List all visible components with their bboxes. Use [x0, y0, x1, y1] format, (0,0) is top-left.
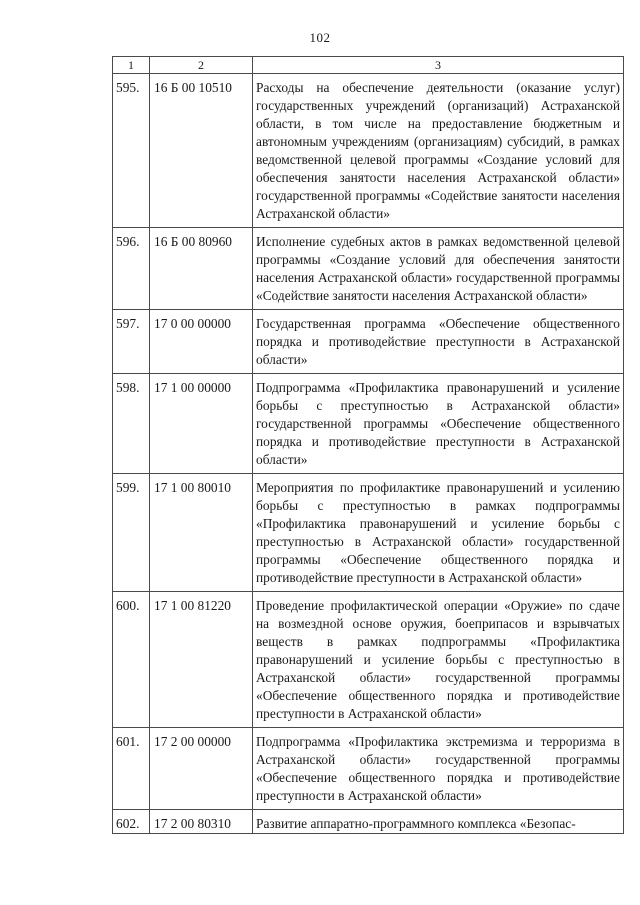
row-description: Подпрограмма «Профилактика правонарушений и усиление борьбы с преступностью в Астраханской области» государственной программы «Обеспечение общественного порядка и противодействие преступности в Астраханской области»: [253, 374, 624, 474]
table-row: [113, 474, 624, 592]
row-number: 599.: [113, 474, 150, 592]
row-description: Развитие аппаратно-программного комплекса «Безопас-: [253, 810, 624, 834]
row-description: Государственная программа «Обеспечение общественного порядка и противодействие преступности в Астраханской области»: [253, 310, 624, 374]
budget-classification-table: [112, 56, 624, 834]
row-number: 596.: [113, 228, 150, 310]
row-description: Подпрограмма «Профилактика экстремизма и терроризма в Астраханской области» государственной программы «Обеспечение общественного порядка и противодействие преступности в Астраханской области»: [253, 728, 624, 810]
row-number: 601.: [113, 728, 150, 810]
page-number: 102: [309, 30, 331, 45]
row-number: 598.: [113, 374, 150, 474]
table-row: [113, 728, 624, 810]
row-number: 595.: [113, 74, 150, 228]
table-header-row: [113, 57, 624, 74]
row-description: Расходы на обеспечение деятельности (оказание услуг) государственных учреждений (организаций) Астраханской области, в том числе на предоставление бюджетным и автономным учреждениям (организациям) субсидий, в рамках ведомственной целевой программы «Создание условий для обеспечения занятости населения Астраханской области» государственной программы «Содействие занятости населения Астраханской области»: [253, 74, 624, 228]
row-code: 17 1 00 81220: [150, 592, 253, 728]
table-row: [113, 374, 624, 474]
row-description: Исполнение судебных актов в рамках ведомственной целевой программы «Создание условий для обеспечения занятости населения Астраханской области» государственной программы «Содействие занятости населения Астраханской области»: [253, 228, 624, 310]
row-code: 17 2 00 80310: [150, 810, 253, 834]
row-description: Мероприятия по профилактике правонарушений и усилению борьбы с преступностью в рамках подпрограммы «Профилактика правонарушений и усиление борьбы с преступностью в Астраханской области» государственной программы «Обеспечение общественного порядка и противодействие преступности в Астраханской области»: [253, 474, 624, 592]
table-row: [113, 228, 624, 310]
column-header-description: 3: [253, 57, 624, 74]
row-code: 17 1 00 00000: [150, 374, 253, 474]
table-row: [113, 810, 624, 834]
table-row: [113, 592, 624, 728]
row-number: 597.: [113, 310, 150, 374]
column-header-number: 1: [113, 57, 150, 74]
row-code: 16 Б 00 80960: [150, 228, 253, 310]
row-description: Проведение профилактической операции «Оружие» по сдаче на возмездной основе оружия, боеприпасов и взрывчатых веществ в рамках подпрограммы «Профилактика правонарушений и усиление борьбы с преступностью в Астраханской области» государственной программы «Обеспечение общественного порядка и противодействие преступности в Астраханской области»: [253, 592, 624, 728]
table-row: [113, 74, 624, 228]
column-header-code: 2: [150, 57, 253, 74]
row-code: 17 1 00 80010: [150, 474, 253, 592]
row-number: 602.: [113, 810, 150, 834]
table-row: [113, 310, 624, 374]
row-code: 17 0 00 00000: [150, 310, 253, 374]
row-number: 600.: [113, 592, 150, 728]
row-code: 16 Б 00 10510: [150, 74, 253, 228]
row-code: 17 2 00 00000: [150, 728, 253, 810]
